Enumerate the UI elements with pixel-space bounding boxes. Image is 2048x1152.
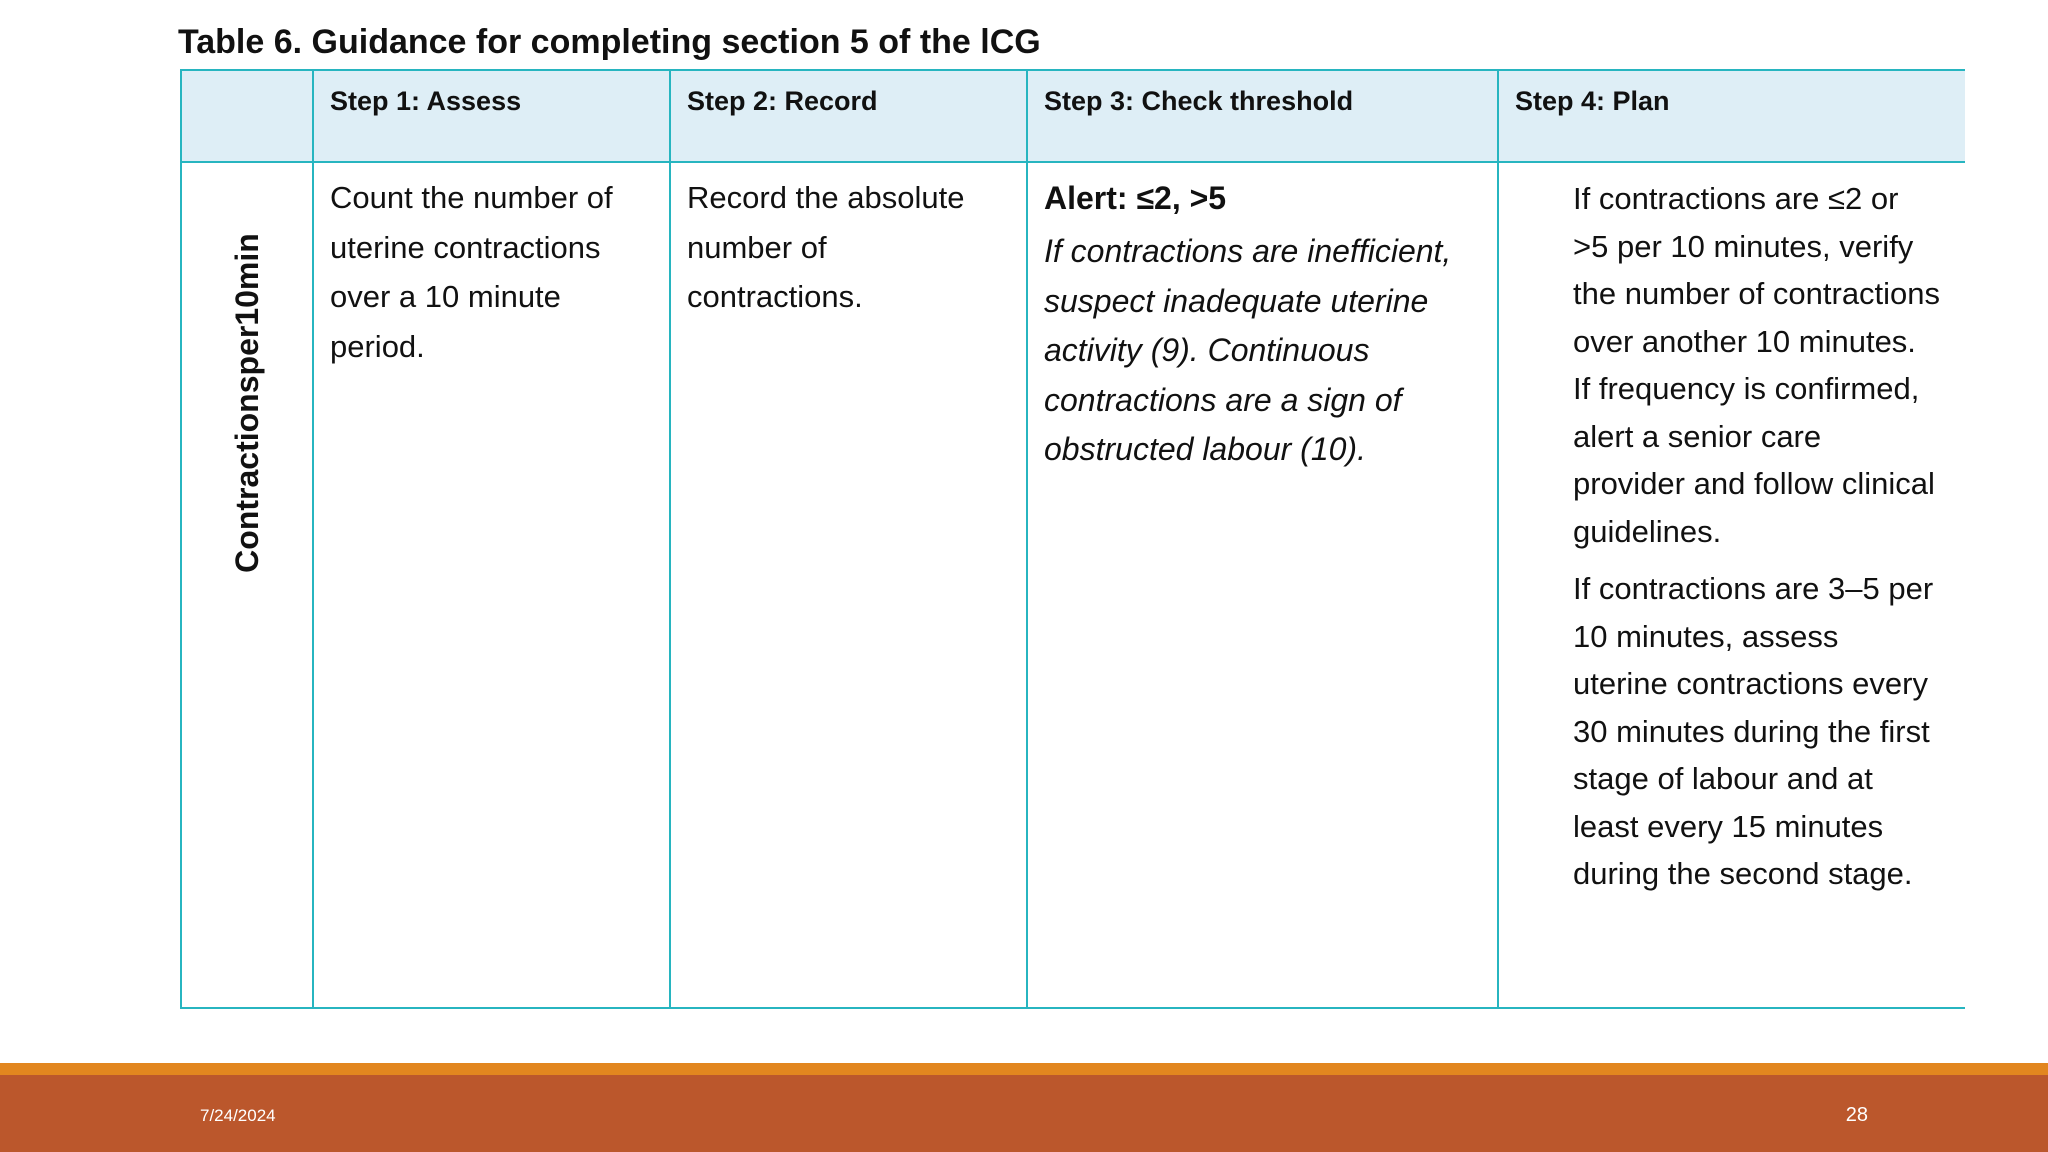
footer-bar: [0, 1075, 2048, 1152]
slide-page-number: 28: [1845, 1104, 1868, 1126]
assess-cell: Count the number of uterine contractions over a 10 minute period.: [313, 162, 670, 1008]
row-label-cell: [181, 162, 313, 1008]
table-row: [181, 162, 1965, 1008]
threshold-note: If contractions are inefficient, suspect inadequate uterine activity (9). Continuous contractions are a sign of obstructed labour (10).: [1044, 233, 1452, 467]
header-step4-plan: Step 4: Plan: [1498, 70, 1965, 162]
slide-title: Table 6. Guidance for completing section 5 of the lCG: [178, 23, 1041, 61]
header-step2-record: Step 2: Record: [670, 70, 1027, 162]
plan-cell: [1498, 162, 1965, 1008]
alert-threshold: Alert: ≤2, >5: [1044, 180, 1227, 216]
table-header-row: [181, 70, 1965, 162]
footer-accent-line: [0, 1063, 2048, 1075]
header-step3-check-threshold: Step 3: Check threshold: [1027, 70, 1498, 162]
header-corner-cell: [181, 70, 313, 162]
header-step1-assess: Step 1: Assess: [313, 70, 670, 162]
threshold-cell: [1027, 162, 1498, 1008]
record-cell: Record the absolute number of contractions.: [670, 162, 1027, 1008]
plan-paragraph-1: If contractions are ≤2 or >5 per 10 minutes, verify the number of contractions over another 10 minutes. If frequency is confirmed, alert a senior care provider and follow clinical guidelines.: [1573, 181, 1941, 549]
row-label: Contractionsper10min: [229, 233, 265, 573]
footer-date: 7/24/2024: [200, 1106, 276, 1125]
guidance-table: [180, 69, 1965, 1009]
plan-paragraph-2: If contractions are 3–5 per 10 minutes, assess uterine contractions every 30 minutes during the first stage of labour and at least every 15 minutes during the second stage.: [1573, 571, 1934, 891]
